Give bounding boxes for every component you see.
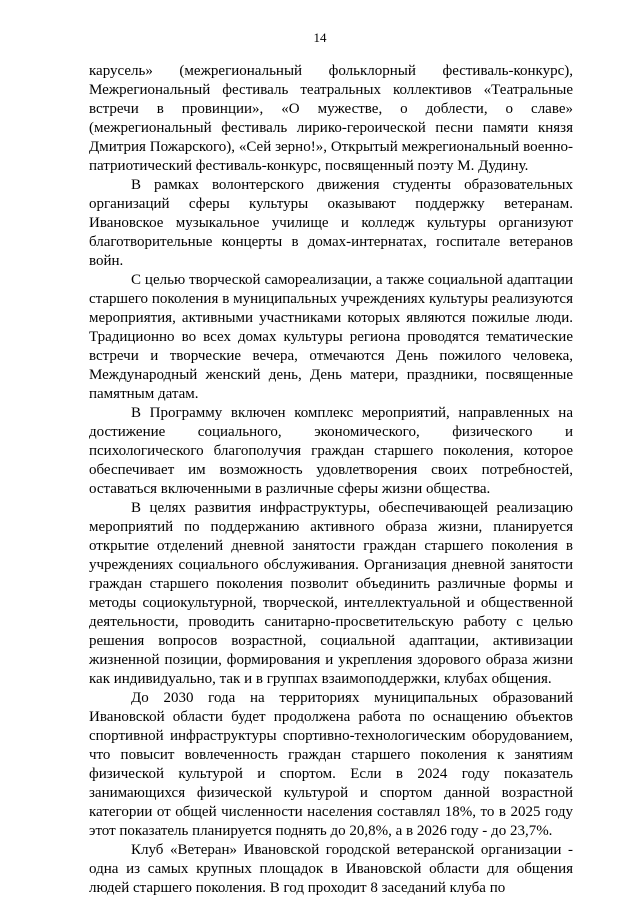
paragraph-infrastructure-development: В целях развития инфраструктуры, обеспечивающей реализацию мероприятий по поддержанию активного образа жизни, планируется открытие отделений дневной занятости граждан старшего поколения в учреждениях социального обслуживания. Организация дневной занятости граждан старшего поколения позволит объединить различные формы и методы социокультурной, творческой, интеллектуальной и общественной деятельности, проводить санитарно-просветительскую работу с целью решения вопросов возрастной, социальной адаптации, активизации жизненной позиции, формирования и укрепления здорового образа жизни как индивидуально, так и в группах взаимоподдержки, клубах общения. <box>89 500 573 687</box>
document-body <box>89 62 573 898</box>
paragraph-veteran-club: Клуб «Ветеран» Ивановской городской ветеранской организации - одна из самых крупных площадок в Ивановской области для общения людей старшего поколения. В год проходит 8 заседаний клуба по <box>89 842 573 896</box>
paragraph-sports-infrastructure: До 2030 года на территориях муниципальных образований Ивановской области будет продолжена работа по оснащению объектов спортивной инфраструктуры спортивно-технологическим оборудованием, что повысит вовлеченность граждан старшего поколения к занятиям физической культурой и спортом. Если в 2024 году показатель занимающихся физической культурой и спортом данной возрастной категории от общей численности населения составлял 18%, то в 2025 году этот показатель планируется поднять до 20,8%, а в 2026 году - до 23,7%. <box>89 690 573 839</box>
paragraph-program-complex: В Программу включен комплекс мероприятий, направленных на достижение социального, экономического, физического и психологического благополучия граждан старшего поколения, которое обеспечивает им возможность удовлетворения своих потребностей, оставаться включенными в различные сферы жизни общества. <box>89 405 573 497</box>
paragraph-volunteer-movement: В рамках волонтерского движения студенты образовательных организаций сферы культуры оказывают поддержку ветеранам. Ивановское музыкальное училище и колледж культуры организуют благотворительные концерты в домах-интернатах, госпитале ветеранов войн. <box>89 177 573 269</box>
paragraph-creative-self-realization: С целью творческой самореализации, а также социальной адаптации старшего поколения в муниципальных учреждениях культуры реализуются мероприятия, активными участниками которых являются пожилые люди. Традиционно во всех домах культуры региона проводятся тематические встречи и творческие вечера, отмечаются День пожилого человека, Международный женский день, День матери, праздники, посвященные памятным датам. <box>89 272 573 402</box>
paragraph-festivals-continued: карусель» (межрегиональный фольклорный фестиваль-конкурс), Межрегиональный фестиваль театральных коллективов «Театральные встречи в провинции», «О мужестве, о доблести, о славе» (межрегиональный фестиваль лирико-героической песни памяти князя Дмитрия Пожарского), «Сей зерно!», Открытый межрегиональный военно-патриотический фестиваль-конкурс, посвященный поэту М. Дудину. <box>89 63 573 174</box>
page-number: 14 <box>313 30 327 45</box>
